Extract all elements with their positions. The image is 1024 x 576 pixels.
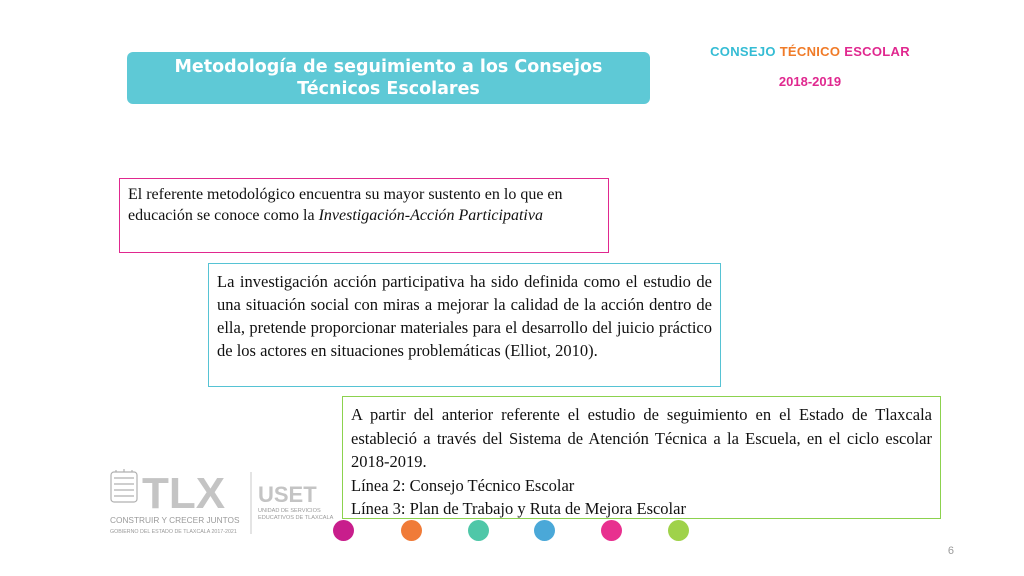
title-banner <box>127 52 650 104</box>
dot-1 <box>333 520 354 541</box>
coat-of-arms-icon <box>111 469 137 502</box>
title-line-2: Técnicos Escolares <box>297 79 480 99</box>
logo-graphic <box>108 468 348 538</box>
dot-4 <box>534 520 555 541</box>
government-logo <box>108 468 348 538</box>
dot-6 <box>668 520 689 541</box>
government-text: GOBIERNO DEL ESTADO DE TLAXCALA 2017-2021 <box>110 529 237 535</box>
heading-word-tecnico: TÉCNICO <box>779 44 841 59</box>
tracking-paragraph: A partir del anterior referente el estudio de seguimiento en el Estado de Tlaxcala estableció a través del Sistema de Atención Técnica a la Escuela, en el ciclo escolar 2018-2019. <box>351 405 932 471</box>
methodology-reference-box <box>119 178 609 253</box>
title-line-1: Metodología de seguimiento a los Consejos <box>174 57 603 77</box>
heading-word-escolar: ESCOLAR <box>844 44 910 59</box>
page-number: 6 <box>947 545 954 557</box>
decorative-dots <box>333 520 693 542</box>
line-2-item: Línea 2: Consejo Técnico Escolar <box>351 475 575 495</box>
slogan-text: CONSTRUIR Y CRECER JUNTOS <box>110 515 240 525</box>
uset-line-2: EDUCATIVOS DE TLAXCALA <box>258 515 334 521</box>
heading-word-consejo: CONSEJO <box>710 44 776 59</box>
line-3-item: Línea 3: Plan de Trabajo y Ruta de Mejora Escolar <box>351 499 686 518</box>
uset-text: USET <box>258 482 317 507</box>
tlx-letters: TLX <box>142 469 226 518</box>
uset-line-1: UNIDAD DE SERVICIOS <box>258 508 321 514</box>
reference-text: El referente metodológico encuentra su mayor sustento en lo que en educación se conoce como la <box>128 186 563 224</box>
dot-5 <box>601 520 622 541</box>
tracking-study-box <box>342 396 941 519</box>
definition-text: La investigación acción participativa ha sido definida como el estudio de una situación social con miras a mejorar la calidad de la acción dentro de ella, pretende proporcionar materiales para el desarrollo del juicio práctico de los actores en situaciones problemáticas (Elliot, 2010). <box>217 272 712 360</box>
reference-italic-term: Investigación-Acción Participativa <box>318 207 543 224</box>
school-year: 2018-2019 <box>778 74 842 89</box>
definition-box <box>208 263 721 387</box>
dot-3 <box>468 520 489 541</box>
consejo-tecnico-heading <box>686 44 934 59</box>
dot-2 <box>401 520 422 541</box>
